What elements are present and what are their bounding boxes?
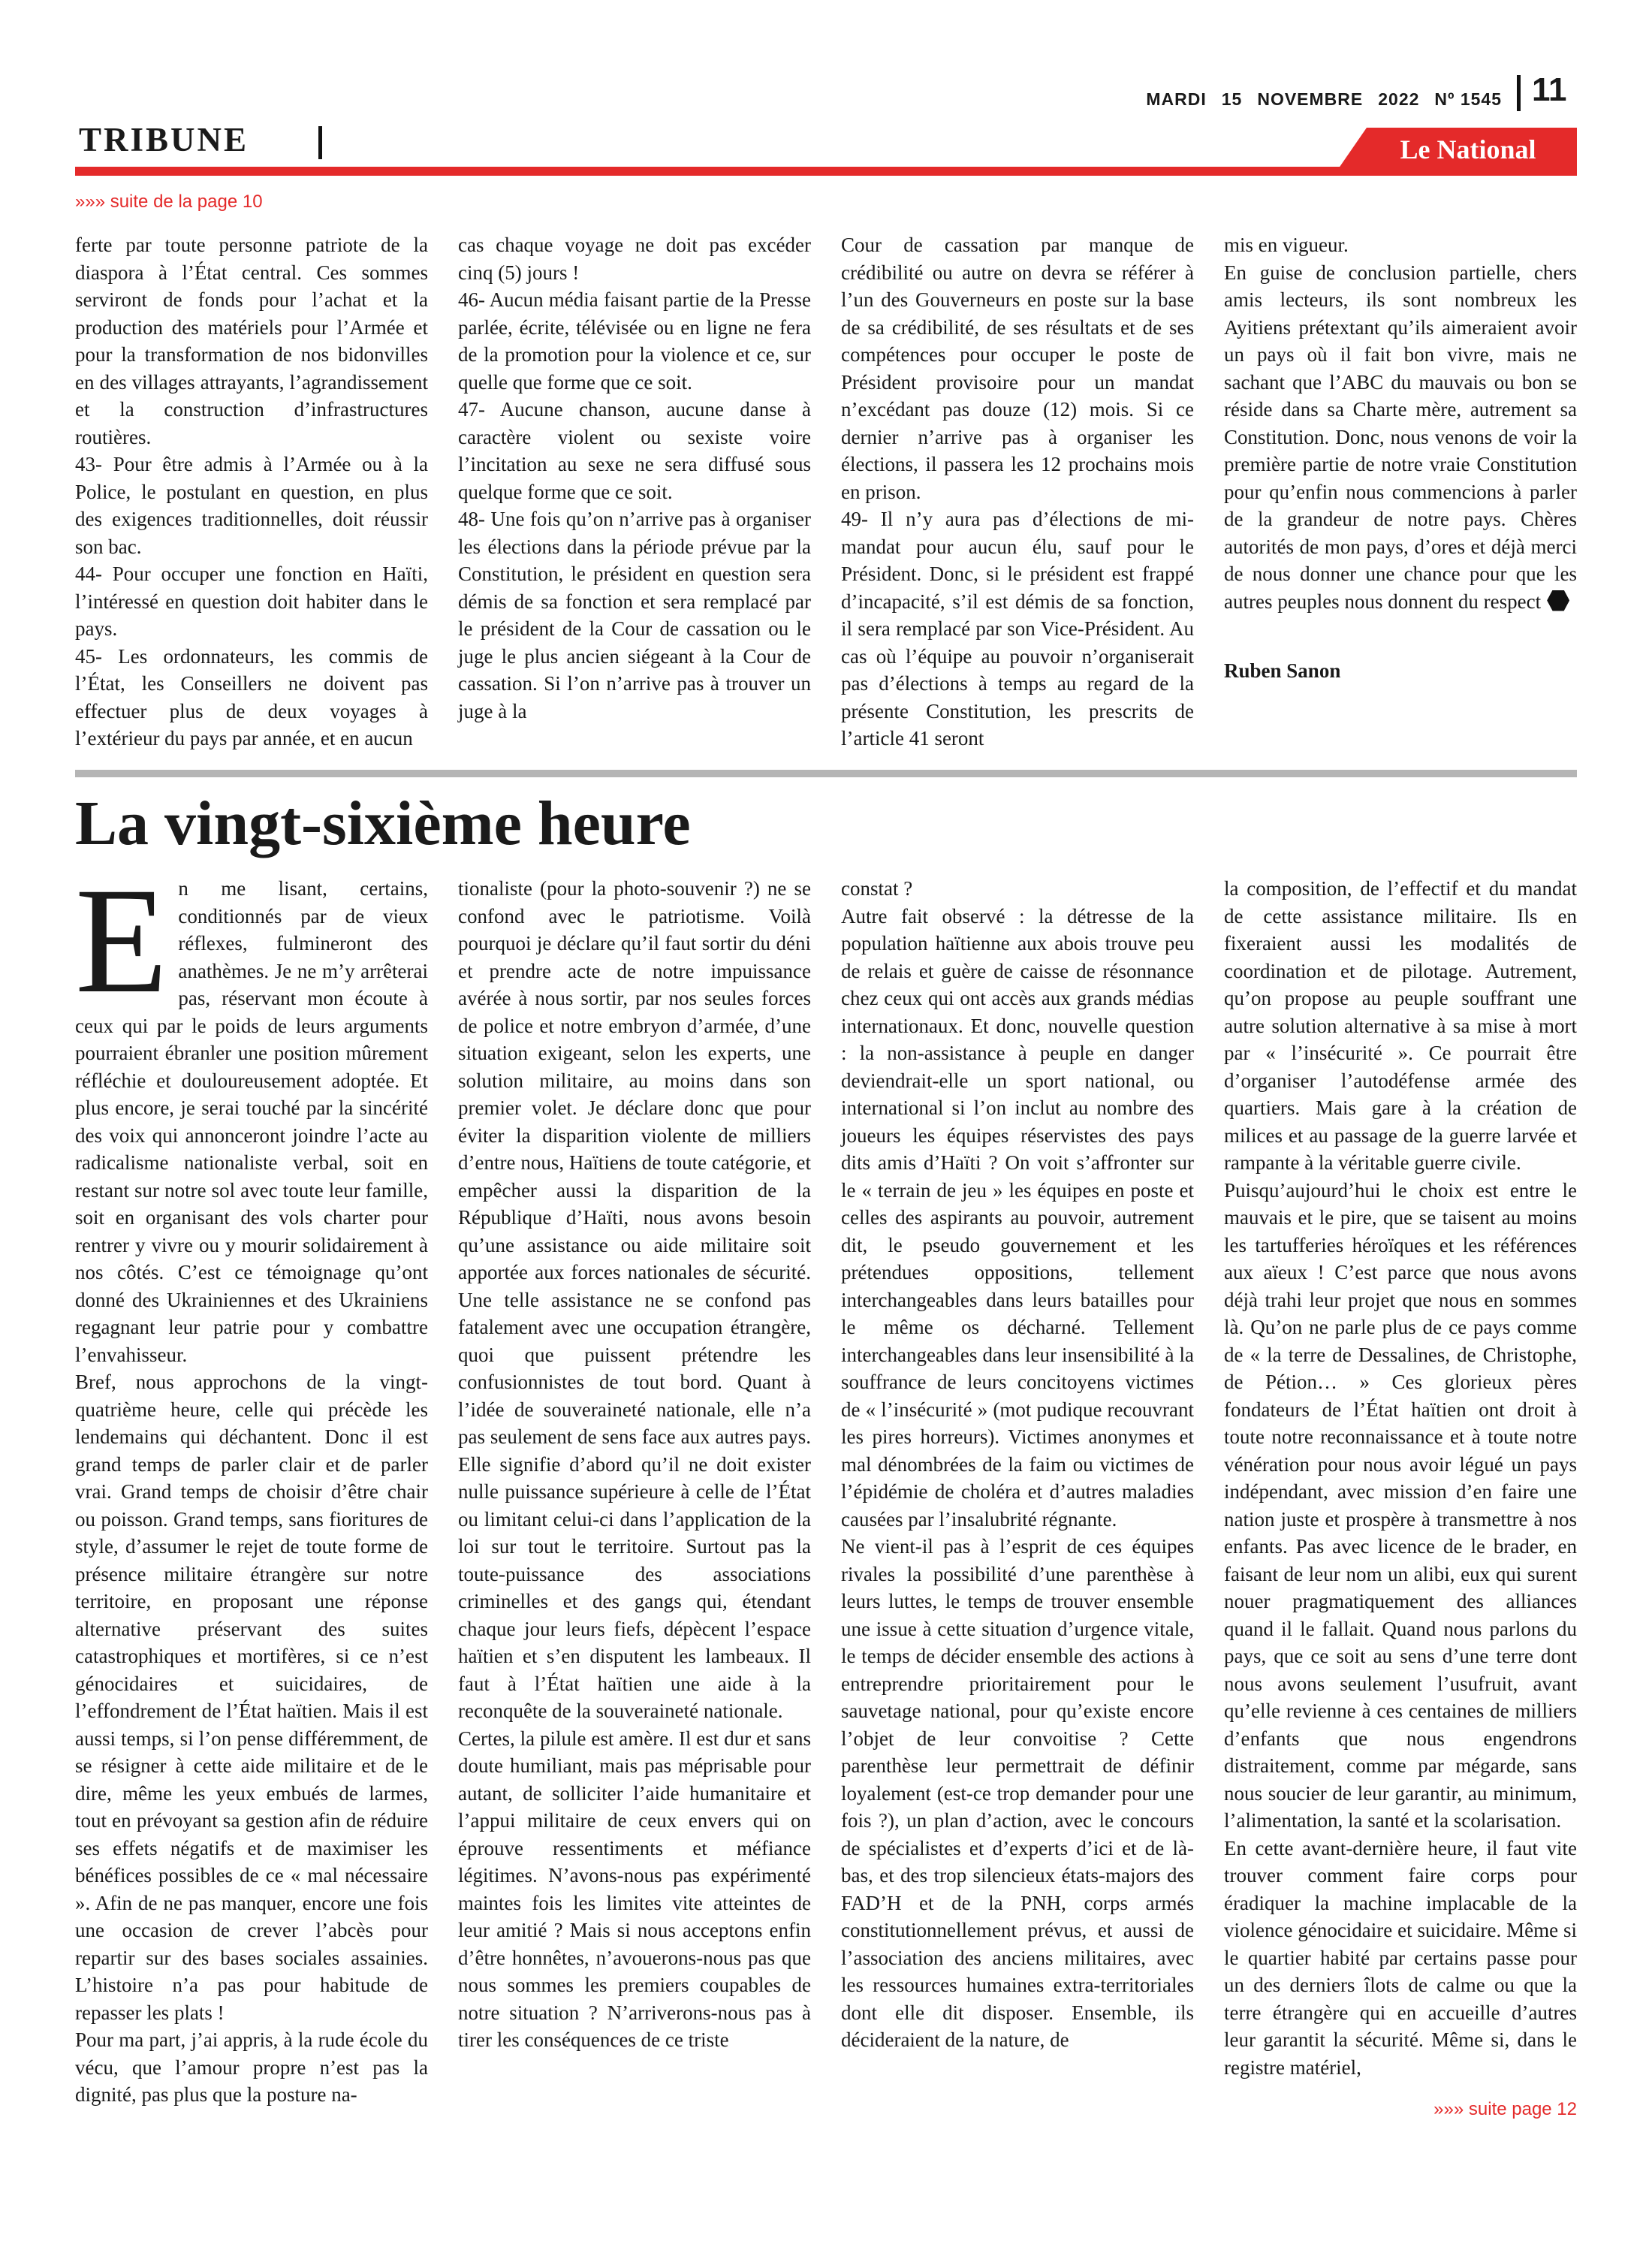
article-divider — [75, 770, 1577, 777]
date-day: MARDI — [1146, 89, 1207, 109]
date-month: NOVEMBRE — [1257, 89, 1364, 109]
main-article-column-4 — [1224, 875, 1577, 2080]
drop-cap: E — [75, 856, 168, 1024]
continued-from-label: »»» suite de la page 10 — [75, 192, 263, 212]
page-number: 11 — [1532, 71, 1567, 108]
article-headline: La vingt-sixième heure — [75, 789, 691, 858]
conclusion-paragraph — [1224, 259, 1577, 616]
paragraph: Autre fait observé : la détresse de la population haïtienne aux abois trouve peu de relais et guère de caisse de résonnance chez ceux qui ont accès aux grands médias internationaux. Et donc, nouvelle question : la non-assistance à peuple en danger deviendrait-elle un sport national, ou international si l’on inclut au nombre des joueurs les équipes réservistes des pays dits amis d’Haïti ? On voit s’affronter sur le « terrain de jeu » les équipes en poste et celles des aspirants au pouvoir, autrement dit, le pseudo gouvernement et les prétendues oppositions, tellement interchangeables dans leurs batailles pour le même os décharné. Tellement interchangeables dans leur insensibilité à la souffrance de leurs concitoyens victimes de « l’insécurité » (mot pudique recouvrant les pires horreurs). Victimes anonymes et mal dénombrées de la faim ou victimes de l’épidémie de choléra et d’autres maladies causées par l’insalubrité régnante. — [841, 904, 1194, 1531]
paragraph: Certes, la pilule est amère. Il est dur et sans doute humiliant, mais pas méprisable pour autant, de solliciter l’aide humanitaire et l’appui militaire de ceux envers qui on éprouve ressentiments et méfiance légitimes. N’avons-nous pas expérimenté maintes fois les limites vite atteintes de leur amitié ? Mais si nous acceptons enfin d’être honnêtes, n’avouerons-nous pas que nous sommes les premiers coupables de notre situation ? N’arriverons-nous pas à tirer les conséquences de ce triste — [458, 1727, 811, 2051]
hexagon-end-mark-icon — [1547, 590, 1569, 611]
newspaper-brand: Le National — [1400, 134, 1536, 164]
conclusion-text: En guise de conclusion partielle, chers amis lecteurs, ils sont nombreux les Ayitiens prétextant qu’ils aimeraient avoir un pays où il fait bon vivre, mais ne sachant que l’ABC du mauvais ou bon se réside dans sa Charte mère, autrement sa Constitution. Donc, nous venons de voir la première partie de notre vraie Constitution pour qu’enfin nous commencions à parler de la grandeur de notre pays. Chères autorités de mon pays, d’ores et déjà merci de nous donner une chance pour que les autres peuples nous donnent du respect — [1224, 261, 1577, 613]
main-article — [75, 856, 1577, 2106]
issue-number: Nº 1545 — [1434, 89, 1502, 109]
top-article-column-4 — [1224, 231, 1577, 757]
paragraph: Pour ma part, j’ai appris, à la rude école du vécu, que l’amour propre n’est pas la dignité, pas plus que la posture na- — [75, 2028, 428, 2106]
continued-to-label: »»» suite page 12 — [1433, 2099, 1577, 2119]
paragraph: la composition, de l’effectif et du mandat de cette assistance militaire. Ils en fixeraient aussi les modalités de coordination et de pilotage. Autrement, qu’on propose au peuple souffrant une autre solution alternative à sa mise à mort par « l’insécurité ». Ce pourrait être d’organiser l’autodéfense armée des quartiers. Mais gare à la création de milices et au passage de la guerre larvée et rampante à la véritable guerre civile. — [1224, 877, 1577, 1174]
paragraph: Bref, nous approchons de la vingt-quatrième heure, celle qui précède les lendemains qui déchantent. Donc il est grand temps de parler clair et de parler vrai. Grand temps de choisir d’être chair ou poisson. Grand temps, sans fioritures de style, d’assumer le rejet de toute forme de présence militaire étrangère sur notre territoire, en proposant une réponse alternative préservant des suites catastrophiques et mortifères, si ce n’est génocidaires et suicidaires, de l’effondrement de l’État haïtien. Mais il est aussi temps, si l’on pense différemment, de se résigner à cette aide militaire et de le dire, même les yeux embués de larmes, tout en prévoyant sa gestion afin de réduire ses effets négatifs et de maximiser les bénéfices possibles de ce « mal nécessaire ». Afin de ne pas manquer, encore une fois une occasion de crever l’abcès pour repartir sur des bases sociales assainies. L’histoire n’a pas pour habitude de repasser les plats ! — [75, 1371, 428, 2024]
paragraph: Cour de cassation par manque de crédibilité ou autre on devra se référer à l’un des Gouverneurs en poste sur la base de sa crédibilité, de ses résultats et de ses compétences pour occuper le poste de Président provisoire pour un mandat n’excédant pas douze (12) mois. Si ce dernier n’arrive pas à organiser les élections, il passera les 12 prochains mois en prison. — [841, 234, 1194, 503]
main-article-column-1 — [75, 856, 428, 2106]
top-article-column-3 — [841, 231, 1194, 757]
section-divider — [318, 126, 322, 159]
dateline — [1036, 84, 1502, 114]
main-article-column-3 — [841, 875, 1194, 2080]
paragraph: ferte par toute personne patriote de la diaspora à l’État central. Ces sommes serviront de fonds pour l’achat et la production des matériels pour l’Armée et pour la transformation de nos bidonvilles en des villages attrayants, l’agrandissement et la construction d’infrastructures routières. — [75, 234, 428, 448]
author-byline: Ruben Sanon — [1224, 659, 1341, 682]
top-article-column-2 — [458, 231, 811, 757]
section-label: TRIBUNE — [79, 121, 249, 158]
article-44: 44- Pour occuper une fonction en Haïti, l’intéressé en question doit habiter dans le pays. — [75, 562, 428, 640]
paragraph: Puisqu’aujourd’hui le choix est entre le mauvais et le pire, que se taisent au moins les tartufferies héroïques et les références aux aïeux ! C’est parce que nous avons déjà trahi leur projet que nous en sommes là. Qu’on ne parle plus de ce pays comme de « la terre de Dessalines, de Christophe, de Pétion… » Ces glorieux pères fondateurs de l’État haïtien ont droit à toute notre reconnaissance et à toute notre vénération pour nous avoir légué un pays indépendant, avec mission d’en faire une nation juste et prospère à transmettre à nos enfants. Pas avec licence de le brader, en faisant de leur nom un alibi, eux qui surent nouer pragmatiquement des alliances quand il le fallait. Quand nous parlons du pays, que ce soit au sens d’une terre dont nous avons seulement l’usufruit, avant qu’elle revienne à ces centaines de milliers d’enfants que nous engendrons distraitement, comme par mégarde, sans nous soucier de leur garantir, au minimum, l’alimentation, la santé et la scolarisation. — [1224, 1178, 1577, 1832]
article-46: 46- Aucun média faisant partie de la Presse parlée, écrite, télévisée ou en ligne ne fera de la promotion pour la violence et ce, sur quelle que forme que ce soit. — [458, 288, 811, 394]
top-article-column-1 — [75, 231, 428, 757]
page-number-separator — [1517, 75, 1521, 111]
paragraph: mis en vigueur. — [1224, 234, 1349, 256]
opening-paragraph — [75, 856, 428, 1368]
date-number: 15 — [1221, 89, 1243, 109]
paragraph: En cette avant-dernière heure, il faut vite trouver comment faire corps pour éradiquer la machine implacable de la violence génocidaire et suicidaire. Même si le quartier habité par certains passe pour un des derniers îlots de calme ou que la terre étrangère qui en accueille d’autres leur garantit la sécurité. Même si, dans le registre matériel, — [1224, 1836, 1577, 2079]
article-48: 48- Une fois qu’on n’arrive pas à organiser les élections dans la période prévue par la Constitution, le président en question sera démis de sa fonction et sera remplacé par le président de la Cour de cassation ou le juge le plus ancien siégeant à la Cour de cassation. Si l’on n’arrive pas à trouver un juge à la — [458, 508, 811, 722]
top-article — [75, 231, 1577, 757]
date-year: 2022 — [1378, 89, 1420, 109]
paragraph: tionaliste (pour la photo-souvenir ?) ne se confond avec le patriotisme. Voilà pourquoi je déclare qu’il faut sortir du déni et prendre acte de notre impuissance avérée à nous sortir, par nos seules forces de police et notre embryon d’armée, d’une situation exigeant, selon les experts, une solution militaire, au moins dans son premier volet. Je déclare donc que pour éviter la disparition violente de milliers d’entre nous, Haïtiens de toute catégorie, et empêcher aussi la disparition de la République d’Haïti, nous avons besoin qu’une assistance ou aide militaire soit apportée aux forces nationales de sécurité. Une telle assistance ne se confond pas fatalement avec une occupation étrangère, quoi que puissent prétendre les confusionnistes de tout bord. Quant à l’idée de souveraineté nationale, elle n’a pas seulement de sens face aux autres pays. Elle signifie d’abord qu’il ne doit exister nulle puissance supérieure à celle de l’État ou limitant celui-ci dans l’application de la loi sur tout le territoire. Surtout pas la toute-puissance des associations criminelles et des gangs qui, étendant chaque jour leurs fiefs, dépècent l’espace haïtien et s’en disputent les lambeaux. Il faut à l’État haïtien une aide à la reconquête de la souveraineté nationale. — [458, 877, 811, 1722]
main-article-column-2 — [458, 875, 811, 2080]
article-47: 47- Aucune chanson, aucune danse à caractère violent ou sexiste voire l’incitation au sexe ne sera diffusé sous quelque forme que ce soit. — [458, 398, 811, 503]
article-45: 45- Les ordonnateurs, les commis de l’État, les Conseillers ne doivent pas effectuer plus de deux voyages à l’extérieur du pays par année, et en aucun — [75, 644, 428, 749]
opening-text: n me lisant, certains, conditionnés par de vieux réflexes, fulmineront des anathèmes. Je ne m’y arrêterai pas, réservant mon écoute à ceux qui par le poids de leurs arguments pourraient ébranler une position mûrement réfléchie et douloureusement adoptée. Et plus encore, je serai touché par la sincérité des voix qui annonceront joindre l’acte au radicalisme nationaliste verbal, soit en restant sur notre sol avec toute leur famille, soit en organisant des vols charter pour rentrer y vivre ou y mourir solidairement à nos côtés. C’est ce témoignage qu’ont donné des Ukrainiennes et des Ukrainiens regagnant leur patrie pour y combattre l’envahisseur. — [75, 877, 428, 1366]
paragraph: constat ? — [841, 877, 913, 900]
paragraph: Ne vient-il pas à l’esprit de ces équipes rivales la possibilité d’une parenthèse à leurs luttes, le temps de trouver ensemble une issue à cette situation d’urgence vitale, le temps de décider ensemble des actions à entreprendre prioritairement pour le sauvetage national, pour qu’existe encore l’objet de leur convoitise ? Cette parenthèse leur permettrait de définir loyalement (est-ce trop demander pour une fois ?), un plan d’action, avec le concours de spécialistes et d’experts d’ici et de là-bas, et des trop silencieux états-majors des FAD’H et de la PNH, corps armés constitutionnellement prévus, et aussi de l’association des anciens militaires, avec les ressources humaines extra-territoriales dont elle dit disposer. Ensemble, ils décideraient de la nature, de — [841, 1535, 1194, 2051]
paragraph: cas chaque voyage ne doit pas excéder cinq (5) jours ! — [458, 234, 811, 284]
article-43: 43- Pour être admis à l’Armée ou à la Police, le postulant en question, en plus des exigences traditionnelles, doit réussir son bac. — [75, 453, 428, 558]
article-49: 49- Il n’y aura pas d’élections de mi-mandat pour aucun élu, sauf pour le Président. Donc, si le président est frappé d’incapacité, s’il est démis de sa fonction, il sera remplacé par son Vice-Président. Au cas où l’équipe au pouvoir n’organiserait pas d’élections à temps au regard de la présente Constitution, les prescrits de l’article 41 seront — [841, 508, 1194, 749]
